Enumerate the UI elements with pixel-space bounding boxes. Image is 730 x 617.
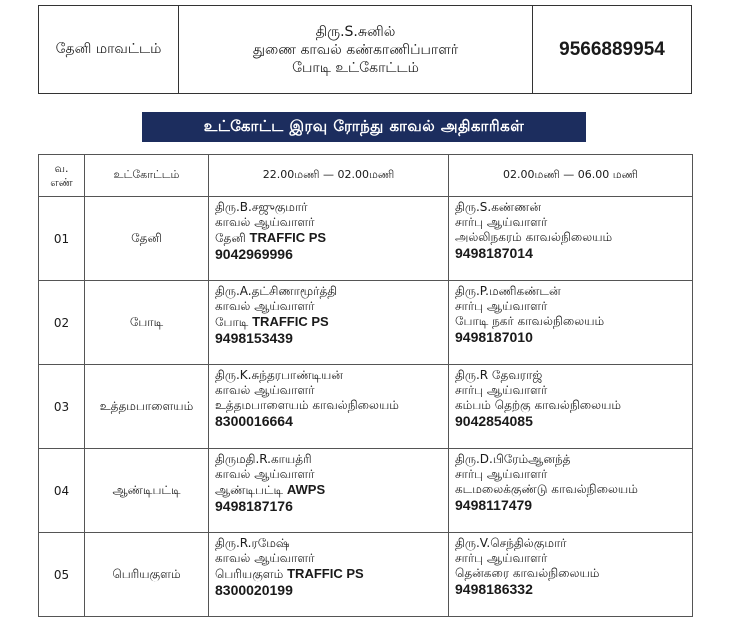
officer-station: போடி TRAFFIC PS (215, 314, 329, 329)
row-subdivision: பெரியகுளம் (85, 533, 209, 617)
officer-cell-shift2 (449, 449, 693, 533)
officer-name: திரு.D.பிரேம்ஆனந்த் (455, 452, 571, 466)
officer-station: கடமலைக்குண்டு காவல்நிலையம் (455, 482, 638, 496)
patrol-table (38, 154, 693, 617)
officer-phone: 8300016664 (215, 413, 293, 429)
table-row (39, 281, 693, 365)
officer-phone: 9498153439 (215, 330, 293, 346)
district-name: தேனி மாவட்டம் (39, 6, 179, 93)
row-number: 01 (39, 197, 85, 281)
officer-station: கம்பம் தெற்கு காவல்நிலையம் (455, 398, 622, 412)
row-subdivision: தேனி (85, 197, 209, 281)
officer-title: துணை காவல் கண்காணிப்பாளர் (252, 41, 459, 58)
officer-name: திரு.S.கண்ணன் (455, 200, 542, 214)
officer-phone: 9498187010 (455, 329, 533, 345)
officer-phone: 8300020199 (215, 582, 293, 598)
officer-station: தென்கரை காவல்நிலையம் (455, 566, 600, 580)
officer-rank: காவல் ஆய்வாளர் (215, 299, 315, 313)
table-row (39, 533, 693, 617)
officer-cell-shift1 (209, 197, 449, 281)
officer-station: அல்லிநகரம் காவல்நிலையம் (455, 230, 613, 244)
officer-rank: காவல் ஆய்வாளர் (215, 467, 315, 481)
officer-station: ஆண்டிபட்டி AWPS (215, 482, 326, 497)
row-number: 03 (39, 365, 85, 449)
officer-name: திரு.K.சுந்தரபாண்டியன் (215, 368, 343, 382)
officer-phone: 9042854085 (455, 413, 533, 429)
officer-cell-shift1 (209, 365, 449, 449)
table-row (39, 365, 693, 449)
table-row (39, 449, 693, 533)
officer-cell-shift1 (209, 533, 449, 617)
officer-station: உத்தமபாளையம் காவல்நிலையம் (215, 398, 399, 412)
officer-name: திரு.V.செந்தில்குமார் (455, 536, 567, 550)
officer-name: திரு.P.மணிகண்டன் (455, 284, 561, 298)
officer-name: திருமதி.R.காயத்ரி (215, 452, 312, 466)
officer-name: திரு.R.ரமேஷ் (215, 536, 290, 550)
officer-name: திரு.R தேவராஜ் (455, 368, 543, 382)
officer-cell-shift1 (209, 449, 449, 533)
row-number: 04 (39, 449, 85, 533)
officer-rank: சார்பு ஆய்வாளர் (455, 215, 548, 229)
row-number: 05 (39, 533, 85, 617)
officer-phone: 9498186332 (455, 581, 533, 597)
header-subdivision: உட்கோட்டம் (85, 155, 209, 197)
officer-station: தேனி TRAFFIC PS (215, 230, 327, 245)
officer-phone: 9498187176 (215, 498, 293, 514)
officer-cell-shift2 (449, 197, 693, 281)
officer-subdivision: போடி உட்கோட்டம் (292, 59, 419, 76)
officer-rank: காவல் ஆய்வாளர் (215, 383, 315, 397)
officer-station: போடி நகர் காவல்நிலையம் (455, 314, 605, 328)
row-subdivision: போடி (85, 281, 209, 365)
officer-rank: காவல் ஆய்வாளர் (215, 551, 315, 565)
table-row (39, 197, 693, 281)
header-row-no: வ. எண் (39, 155, 85, 197)
officer-block (179, 6, 533, 93)
officer-name: திரு.B.சஜுகுமார் (215, 200, 308, 214)
officer-cell-shift1 (209, 281, 449, 365)
header-shift2: 02.00மணி — 06.00 மணி (449, 155, 693, 197)
officer-phone: 9566889954 (559, 38, 665, 60)
officer-rank: சார்பு ஆய்வாளர் (455, 383, 548, 397)
table-header-row (39, 155, 693, 197)
officer-rank: சார்பு ஆய்வாளர் (455, 551, 548, 565)
officer-station: பெரியகுளம் TRAFFIC PS (215, 566, 364, 581)
header-shift1: 22.00மணி — 02.00மணி (209, 155, 449, 197)
officer-phone: 9498117479 (455, 497, 533, 513)
officer-cell-shift2 (449, 533, 693, 617)
officer-name: திரு.S.சுனில் (315, 23, 396, 40)
officer-name: திரு.A.தட்சிணாமூர்த்தி (215, 284, 338, 298)
officer-phone: 9042969996 (215, 246, 293, 262)
row-subdivision: உத்தமபாளையம் (85, 365, 209, 449)
officer-phone: 9498187014 (455, 245, 533, 261)
officer-rank: சார்பு ஆய்வாளர் (455, 299, 548, 313)
row-subdivision: ஆண்டிபட்டி (85, 449, 209, 533)
officer-rank: காவல் ஆய்வாளர் (215, 215, 315, 229)
header-box (38, 5, 692, 94)
officer-rank: சார்பு ஆய்வாளர் (455, 467, 548, 481)
banner-title: உட்கோட்ட இரவு ரோந்து காவல் அதிகாரிகள் (142, 112, 586, 142)
officer-cell-shift2 (449, 281, 693, 365)
row-number: 02 (39, 281, 85, 365)
officer-cell-shift2 (449, 365, 693, 449)
